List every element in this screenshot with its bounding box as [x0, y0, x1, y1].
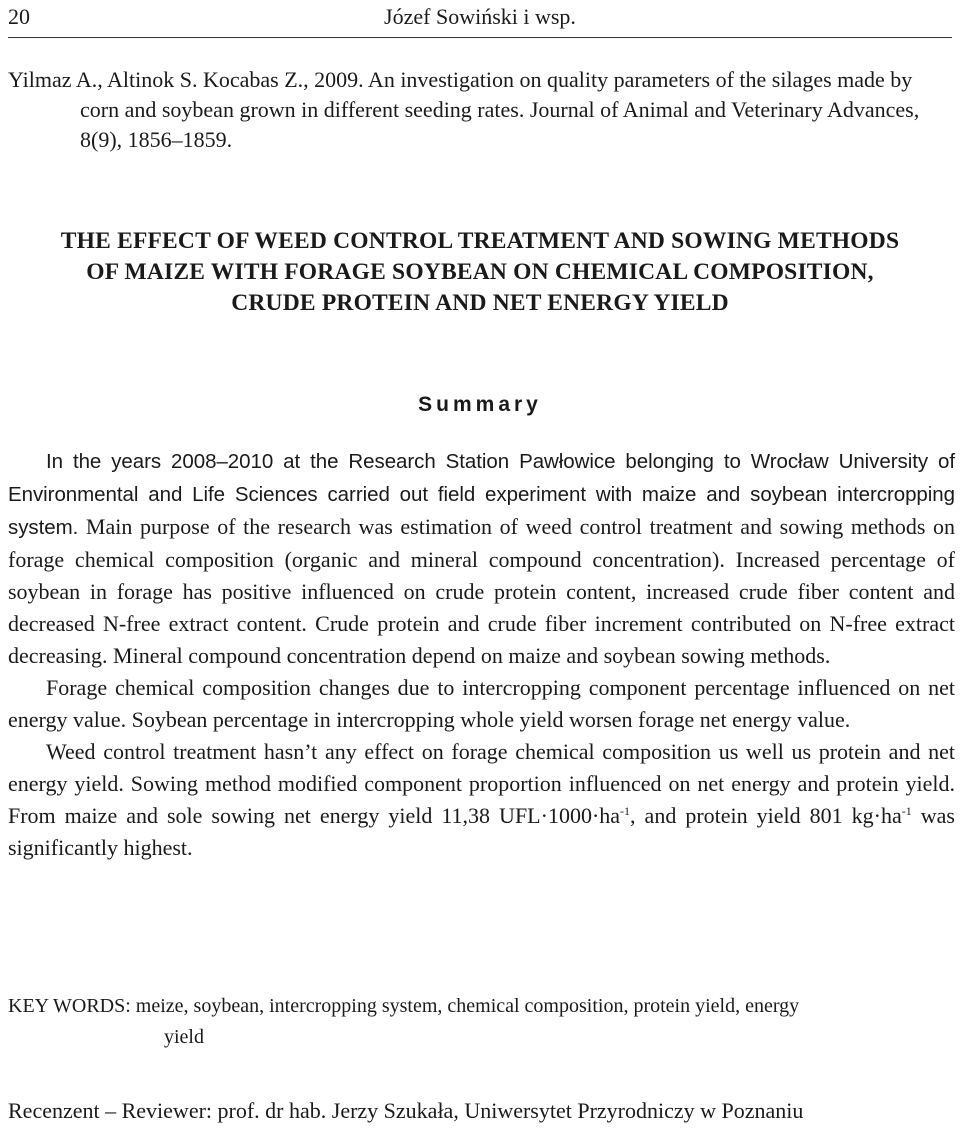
summary-paragraph-3-part-a: Weed control treatment hasn’t any effect on forage chemical composition us well us protein and net energy yield. Sowing method modified component proportion influenced on net energy and protein yield. From maize and sole sowing net energy yield 11,38 UFL·1000·ha: [8, 739, 955, 828]
summary-paragraph-1: [8, 445, 955, 672]
running-header: [8, 2, 952, 32]
summary-paragraph-3-part-c: was significantly highest.: [8, 803, 955, 860]
article-title: [8, 226, 952, 319]
keywords: [8, 991, 952, 1053]
superscript-exponent: -1: [901, 804, 912, 818]
keywords-text-line-2: yield: [164, 1026, 204, 1048]
title-line-3: CRUDE PROTEIN AND NET ENERGY YIELD: [231, 290, 729, 316]
summary-heading: Summary: [418, 393, 542, 416]
summary-paragraph-3-part-b: , and protein yield 801 kg·ha: [630, 803, 902, 828]
summary-body: [8, 445, 955, 864]
summary-paragraph-3: [8, 736, 955, 864]
title-line-2: OF MAIZE WITH FORAGE SOYBEAN ON CHEMICAL COMPOSITION,: [86, 259, 874, 285]
reviewer-line: Recenzent – Reviewer: prof. dr hab. Jerzy Szukała, Uniwersytet Przyrodniczy w Poznaniu: [8, 1098, 804, 1123]
keywords-text-line-1: meize, soybean, intercropping system, chemical composition, protein yield, energy: [130, 995, 800, 1017]
keywords-label: KEY WORDS:: [8, 995, 131, 1017]
summary-paragraph-1-rest: Main purpose of the research was estimation of weed control treatment and sowing methods on forage chemical composition (organic and mineral compound concentration). Increased percentage of soybean in forage has positive influenced on crude protein content, increased crude fiber content and decreased N-free extract content. Crude protein and crude fiber increment contributed on N-free extract decreasing. Mineral compound concentration depend on maize and soybean sowing methods.: [8, 514, 955, 668]
header-divider: [8, 37, 952, 38]
superscript-exponent: -1: [620, 804, 631, 818]
reference-entry: Yilmaz A., Altinok S. Kocabas Z., 2009. An investigation on quality parameters of the silages made by corn and soybean grown in different seeding rates. Journal of Animal and Veterinary Advances, 8(9), 1856–1859.: [8, 67, 920, 152]
page-number: 20: [8, 4, 30, 29]
title-line-1: THE EFFECT OF WEED CONTROL TREATMENT AND SOWING METHODS: [60, 228, 900, 254]
running-title: Józef Sowiński i wsp.: [384, 4, 576, 29]
summary-paragraph-2: Forage chemical composition changes due to intercropping component percentage influenced on net energy value. Soybean percentage in intercropping whole yield worsen forage net energy value.: [8, 675, 955, 732]
summary-paragraph-1-lead: In the years 2008–2010 at the Research Station Pawłowice belonging to Wrocław University of Environmental and Life Sciences carried out field experiment with maize and soybean intercropping system.: [8, 450, 955, 539]
